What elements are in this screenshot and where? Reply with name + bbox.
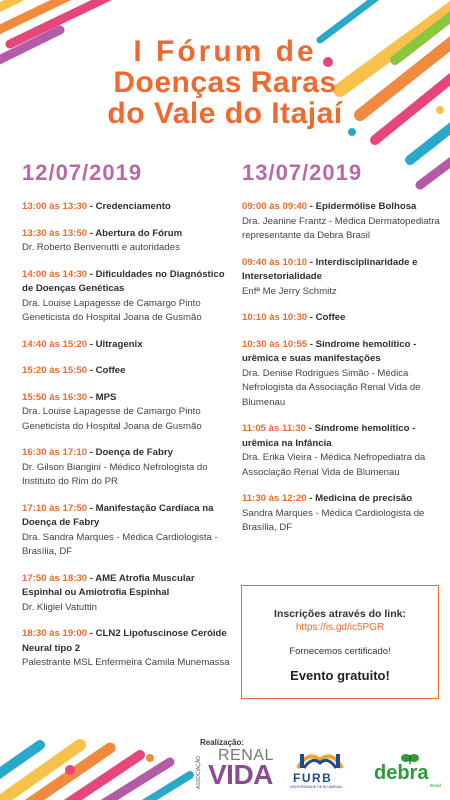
schedule-separator: -	[306, 493, 316, 504]
schedule-speaker: Dra. Jeanine Frantz - Médica Dermatopediatra representante da Debra Brasil	[242, 215, 440, 241]
schedule-separator: -	[87, 628, 96, 639]
schedule-time: 13:00 às 13:30	[22, 201, 88, 212]
debra-subtitle: Brasil	[430, 783, 442, 788]
schedule-speaker: Sandra Marques - Médica Cardiologista de Brasília, DF	[242, 507, 425, 533]
schedule-speaker: Enfª Me Jerry Schmitz	[242, 285, 337, 297]
schedule-speaker: Dr. Gilson Biangini - Médico Nefrologista do Instituto do Rim do PR	[22, 461, 208, 487]
title-line-2: Doenças Raras	[113, 66, 337, 99]
assoc-small-text: ASSOCIAÇÃO	[196, 755, 202, 789]
schedule-item	[22, 338, 234, 353]
registration-box	[241, 585, 439, 699]
schedule-item	[242, 256, 442, 300]
schedule-separator: -	[307, 338, 316, 350]
realizacao-label: Realização:	[200, 738, 245, 747]
schedule-separator: -	[87, 227, 96, 239]
schedule-item	[242, 338, 442, 411]
schedule-speaker: Palestrante MSL Enfermeira Camila Munemassa	[22, 657, 230, 668]
schedule-title: CLN2 Lipofuscinose Ceróide Neural tipo 2	[22, 628, 227, 654]
schedule-item	[22, 502, 234, 560]
schedule-separator: -	[87, 338, 96, 350]
schedule-title: Epidermólise Bolhosa	[315, 201, 417, 212]
schedule-title: Síndrome hemolítico - urêmica na Infância	[242, 423, 416, 449]
schedule-time: 11:05 às 11:30	[242, 423, 307, 434]
schedule-speaker: Dr. Kligiel Vatuttin	[22, 601, 98, 613]
registration-link[interactable]: https://is.gd/ic5PGR	[295, 622, 385, 633]
assoc-vida-text: VIDA	[208, 759, 273, 790]
free-event-text: Evento gratuito!	[290, 668, 390, 683]
schedule-item	[242, 422, 442, 480]
schedule-time: 14:00 às 14:30	[22, 268, 88, 280]
furb-text: FURB	[293, 771, 333, 785]
schedule-speaker: Dra. Sandra Marques - Médica Cardiologista - Brasília, DF	[22, 531, 218, 557]
schedule-title: Doença de Fabry	[95, 447, 173, 458]
schedule-item	[22, 446, 234, 490]
schedule-time: 18:30 às 19:00	[22, 628, 88, 639]
schedule-time: 09:40 às 10:10	[242, 256, 308, 268]
schedule-item	[22, 364, 234, 379]
schedule-item	[242, 311, 442, 326]
schedule-separator: -	[307, 312, 316, 323]
schedule-title: Coffee	[315, 312, 346, 323]
schedule-title: Dificuldades no Diagnóstico de Doenças Genéticas	[22, 268, 225, 294]
debra-logo	[372, 752, 442, 792]
schedule-title: Coffee	[95, 365, 126, 376]
schedule-title: Medicina de precisão	[315, 493, 413, 504]
schedule-item	[22, 200, 234, 215]
title-line-3: do Vale do Itajaí	[107, 97, 343, 130]
schedule-item	[22, 572, 234, 616]
event-title	[0, 36, 450, 129]
schedule-item	[22, 227, 234, 256]
schedule-separator: -	[87, 572, 96, 584]
schedule-speaker: Dr. Roberto Benvenutti e autoridades	[22, 242, 180, 253]
schedule-item	[22, 627, 234, 671]
day2-column	[242, 160, 442, 548]
schedule-separator: -	[306, 423, 315, 434]
schedule-separator: -	[87, 502, 96, 514]
schedule-time: 14:40 às 15:20	[22, 338, 88, 350]
schedule-time: 11:30 às 12:20	[242, 493, 307, 504]
schedule-separator: -	[87, 268, 96, 280]
day2-date: 13/07/2019	[242, 160, 363, 185]
schedule-separator: -	[307, 201, 316, 212]
schedule-item	[242, 200, 442, 244]
schedule-title: Síndrome hemolítico - urêmica e suas manifestações	[242, 338, 417, 364]
schedule-time: 16:30 às 17:10	[22, 447, 88, 458]
debra-text: debra	[374, 762, 429, 784]
certificate-text: Fornecemos certificado!	[289, 646, 391, 657]
day1-date: 12/07/2019	[22, 160, 143, 185]
registration-text: Inscrições através do link:	[274, 608, 406, 620]
schedule-separator: -	[87, 447, 96, 458]
furb-subtitle: UNIVERSIDADE DE BLUMENAU	[290, 785, 343, 789]
schedule-time: 13:30 às 13:50	[22, 227, 88, 239]
schedule-title: AME Atrofia Muscular Espinhal ou Amiotrofia Espinhal	[22, 572, 195, 598]
furb-emblem-icon	[296, 748, 344, 770]
schedule-title: Credenciamento	[95, 201, 171, 212]
schedule-time: 15:20 às 15:50	[22, 365, 88, 376]
schedule-title: Ultragenix	[95, 338, 143, 350]
schedule-title: Manifestação Cardíaca na Doença de Fabry	[22, 502, 214, 528]
schedule-time: 17:50 às 18:30	[22, 572, 88, 584]
bottom-left-stripes	[0, 700, 200, 800]
schedule-separator: -	[87, 365, 96, 376]
schedule-time: 10:30 às 10:55	[242, 338, 308, 350]
day1-schedule	[22, 200, 234, 671]
day1-column	[22, 160, 234, 683]
assoc-renal-text: RENAL	[218, 747, 274, 764]
schedule-time: 15:50 às 16:30	[22, 391, 88, 403]
schedule-speaker: Dra. Erika Vieira - Médica Nefropediatra da Associação Renal Vida de Blumenau	[242, 452, 426, 478]
schedule-separator: -	[87, 391, 96, 403]
schedule-title: Interdisciplinaridade e Intersetorialidade	[242, 256, 418, 282]
schedule-time: 09:00 às 09:40	[242, 201, 308, 212]
schedule-speaker: Dra. Louise Lapagesse de Camargo Pinto Geneticista do Hospital Joana de Gusmão	[22, 297, 202, 323]
furb-logo	[290, 748, 350, 792]
associacao-renal-vida-logo	[196, 747, 274, 791]
title-line-1: I Fórum de	[133, 35, 317, 68]
schedule-speaker: Dra. Louise Lapagesse de Camargo Pinto Geneticista do Hospital Joana de Gusmão	[22, 406, 202, 432]
schedule-title: Abertura do Fórum	[95, 227, 183, 239]
schedule-time: 10:10 às 10:30	[242, 312, 308, 323]
schedule-separator: -	[87, 201, 96, 212]
schedule-item	[22, 391, 234, 435]
schedule-title: MPS	[95, 391, 117, 403]
schedule-item	[22, 268, 234, 326]
schedule-item	[242, 492, 442, 536]
day2-schedule	[242, 200, 442, 536]
schedule-speaker: Dra. Denise Rodrigues Simão - Médica Nefrologista da Associação Renal Vida de Blumenau	[242, 367, 421, 408]
schedule-separator: -	[307, 256, 316, 268]
schedule-time: 17:10 às 17:50	[22, 502, 88, 514]
